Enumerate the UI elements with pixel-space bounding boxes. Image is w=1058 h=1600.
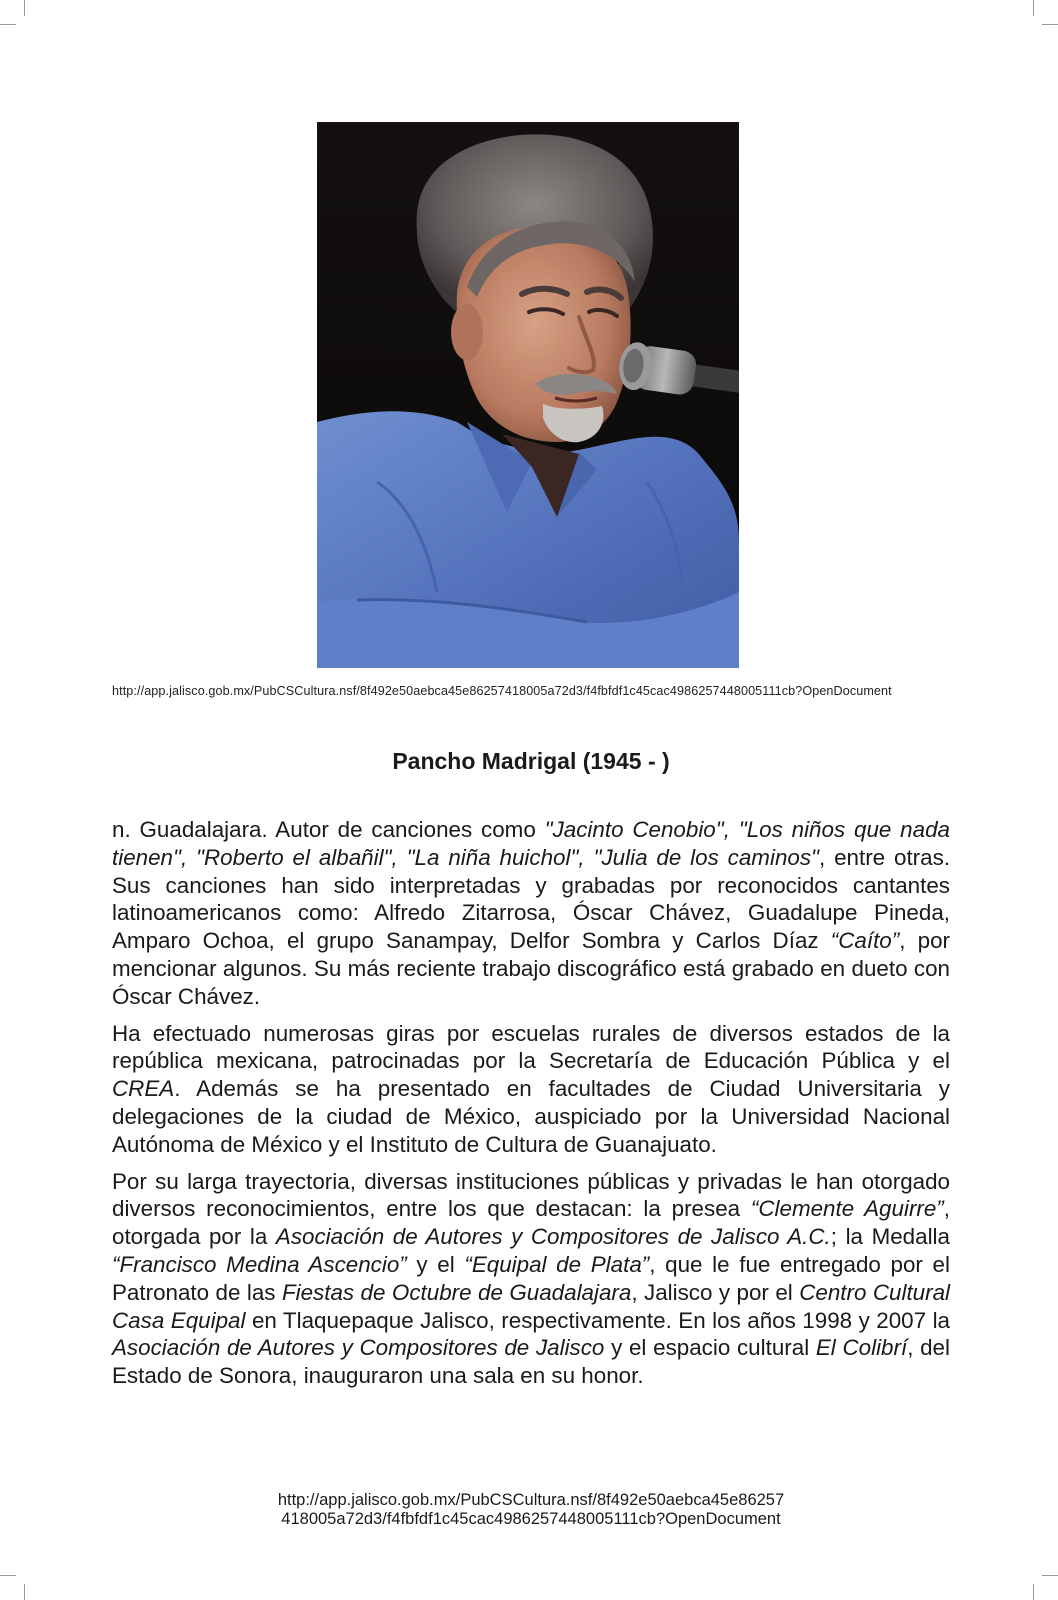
footer-url-line-2[interactable]: 418005a72d3/f4fbfdf1c45cac4986257448005111cb?OpenDocument: [281, 1510, 781, 1528]
crop-mark-bottom-left-h: [0, 1575, 16, 1576]
italic-text-run: Fiestas de Octubre de Guadalajara: [281, 1279, 632, 1305]
footer-url-line-1[interactable]: http://app.jalisco.gob.mx/PubCSCultura.nsf/8f492e50aebca45e86257: [277, 1491, 785, 1509]
text-run: Por su larga trayectoria, diversas instituciones públicas y privadas le han otorgado diversos reconocimientos, entre los que destacan: la presea: [112, 1168, 950, 1222]
italic-text-run: Asociación de Autores y Compositores de Jalisco A.C.: [275, 1224, 831, 1250]
text-run: y el espacio cultural: [604, 1335, 816, 1361]
ear: [451, 304, 483, 360]
text-run: , por mencionar algunos. Su más reciente trabajo discográfico está grabado en dueto con Óscar Chávez.: [112, 928, 950, 1009]
biography-paragraph: [112, 1020, 950, 1159]
italic-text-run: Asociación de Autores y Compositores de Jalisco: [112, 1335, 605, 1361]
text-run: , Jalisco y por el: [631, 1279, 800, 1305]
portrait-photo: [317, 122, 739, 668]
italic-text-run: "Jacinto Cenobio", "Los niños que nada tienen", "Roberto el albañil", "La niña huichol", "Julia de los caminos": [112, 817, 950, 870]
text-run: en Tlaquepaque Jalisco, respectivamente. En los años 1998 y 2007 la: [245, 1307, 950, 1333]
italic-text-run: “Francisco Medina Ascencio”: [112, 1251, 407, 1277]
biography-paragraph: [112, 1168, 950, 1390]
text-run: , que le fue entregado por el Patronato de las: [112, 1251, 950, 1305]
italic-text-run: “Equipal de Plata”: [464, 1251, 650, 1277]
italic-text-run: Centro Cultural Casa Equipal: [112, 1279, 951, 1333]
crop-mark-bottom-right-v: [1033, 1584, 1034, 1600]
biography-text: [112, 816, 950, 1399]
page-title: Pancho Madrigal (1945 - ): [392, 748, 670, 774]
crop-mark-top-left-v: [24, 0, 25, 16]
italic-text-run: El Colibrí: [815, 1335, 908, 1361]
text-run: n. Guadalajara. Autor de canciones como: [112, 817, 545, 842]
footer-source-url[interactable]: [112, 1491, 950, 1529]
text-run: . Además se ha presentado en facultades de Ciudad Universitaria y delegaciones de la ciudad de México, auspiciado por la Universidad Nacional Autónoma de México y el Instituto de Cultura de Guanajuato.: [112, 1076, 950, 1157]
italic-text-run: CREA: [112, 1076, 175, 1102]
text-run: ; la Medalla: [830, 1224, 950, 1250]
biography-paragraph: [112, 816, 950, 1011]
italic-text-run: “Clemente Aguirre”: [750, 1196, 944, 1222]
crop-mark-top-right-v: [1033, 0, 1034, 16]
crop-mark-top-right-h: [1042, 24, 1058, 25]
photo-source-url[interactable]: http://app.jalisco.gob.mx/PubCSCultura.nsf/8f492e50aebca45e86257418005a72d3/f4fbfdf1c45cac4986257448005111cb?OpenDocument: [112, 684, 892, 698]
text-run: Ha efectuado numerosas giras por escuelas rurales de diversos estados de la república mexicana, patrocinadas por la Secretaría de Educación Pública y el: [112, 1020, 950, 1074]
crop-mark-top-left-h: [0, 24, 16, 25]
italic-text-run: “Caíto”: [830, 928, 900, 954]
crop-mark-bottom-right-h: [1042, 1575, 1058, 1576]
text-run: , entre otras. Sus canciones han sido interpretadas y grabadas por reconocidos cantantes latinoamericanos como: Alfredo Zitarrosa, Óscar Chávez, Guadalupe Pineda, Amparo Ochoa, el grupo Sanampay, Delfor Sombra y Carlos Díaz: [112, 844, 950, 954]
text-run: y el: [406, 1251, 465, 1277]
text-run: , del Estado de Sonora, inauguraron una sala en su honor.: [112, 1335, 950, 1389]
crop-mark-bottom-left-v: [24, 1584, 25, 1600]
text-run: , otorgada por la: [112, 1196, 950, 1250]
